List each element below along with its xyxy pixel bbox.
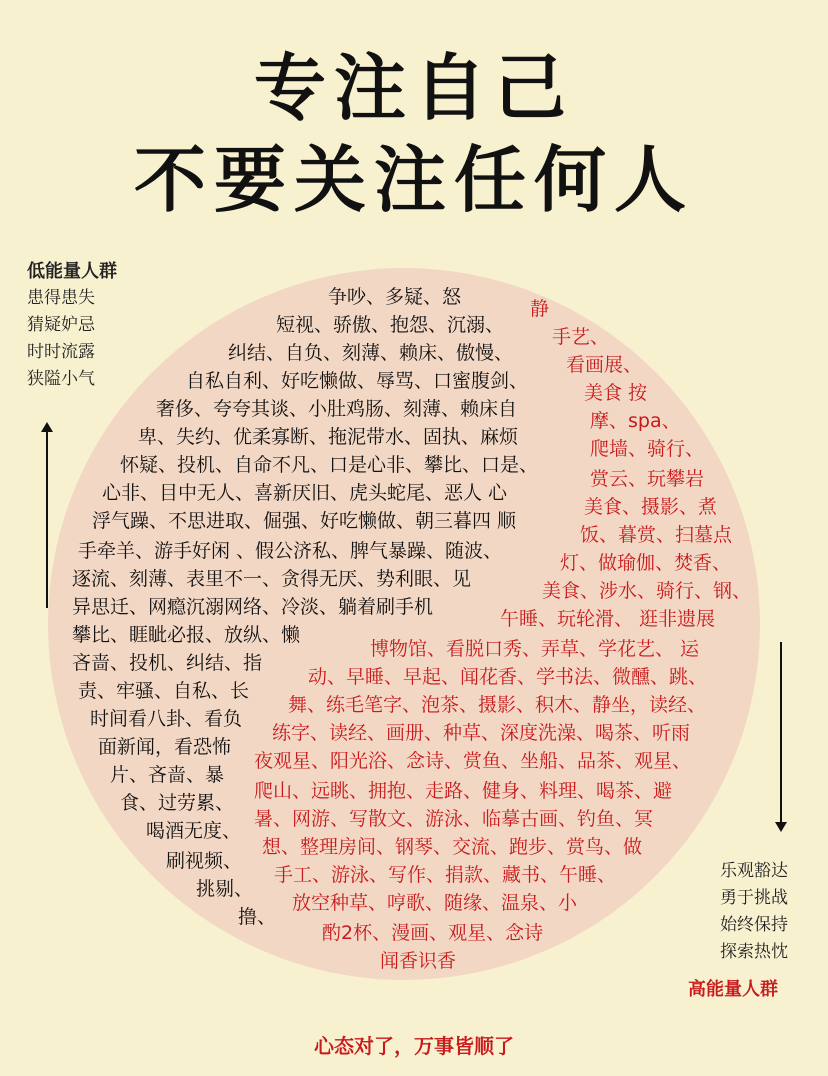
title-line-2: 不要关注任何人 (133, 138, 694, 222)
high-energy-line: 赏云、玩攀岩 (590, 468, 705, 490)
high-energy-line: 暑、网游、写散文、游泳、临摹古画、钓鱼、冥 (254, 808, 654, 830)
low-energy-line: 怀疑、投机、自命不凡、口是心非、攀比、口是、 (120, 454, 539, 476)
high-energy-line: 想、整理房间、钢琴、交流、跑步、赏鸟、做 (262, 836, 643, 858)
high-energy-line: 手工、游泳、写作、捐款、藏书、午睡、 (274, 864, 617, 886)
high-energy-line: 爬山、远眺、拥抱、走路、健身、料理、喝茶、避 (254, 780, 673, 802)
high-energy-line: 手艺、 (552, 326, 610, 348)
high-energy-heading: 高能量人群 (688, 979, 778, 1000)
high-energy-trait: 勇于挑战 (720, 888, 788, 908)
low-energy-line: 短视、骄傲、抱怨、沉溺、 (276, 314, 505, 336)
down-arrow-icon (780, 642, 782, 830)
low-energy-line: 责、牢骚、自私、长 (78, 680, 250, 702)
low-energy-line: 异思迁、网瘾沉溺网络、冷淡、躺着刷手机 (72, 596, 434, 618)
low-energy-line: 时间看八卦、看负 (90, 708, 243, 730)
low-energy-line: 面新闻，看恐怖 (98, 736, 232, 758)
high-energy-line: 闻香识香 (380, 950, 457, 972)
low-energy-line: 片、吝啬、暴 (110, 764, 225, 786)
high-energy-line: 午睡、玩轮滑、 逛非遗展 (500, 608, 716, 630)
high-energy-line: 放空种草、哼歌、随缘、温泉、小 (292, 892, 578, 914)
high-energy-line: 酌2杯、漫画、观星、念诗 (322, 922, 544, 944)
low-energy-legend (27, 258, 117, 393)
low-energy-line: 逐流、刻薄、表里不一、贪得无厌、势利眼、见 (72, 568, 472, 590)
low-energy-line: 吝啬、投机、纠结、指 (72, 652, 263, 674)
high-energy-line: 摩、spa、 (590, 410, 681, 432)
low-energy-line: 喝酒无度、 (146, 820, 242, 842)
high-energy-line: 静 (530, 298, 550, 320)
low-energy-line: 手牵羊、游手好闲 、假公济私、脾气暴躁、随波、 (78, 540, 503, 562)
low-energy-trait: 时时流露 (27, 342, 95, 362)
low-energy-line: 攀比、睚眦必报、放纵、懒 (72, 624, 301, 646)
high-energy-line: 饭、暮赏、扫墓点 (580, 524, 733, 546)
low-energy-line: 刷视频、 (166, 850, 243, 872)
low-energy-line: 卑、失约、优柔寡断、拖泥带水、固执、麻烦 (138, 426, 519, 448)
high-energy-trait: 探索热忱 (720, 942, 788, 962)
high-energy-line: 美食、涉水、骑行、钢、 (542, 580, 752, 602)
high-energy-line: 舞、练毛笔字、泡茶、摄影、积木、静坐，读经、 (288, 694, 707, 716)
high-energy-line: 夜观星、阳光浴、念诗、赏鱼、坐船、品茶、观星、 (254, 750, 692, 772)
low-energy-heading: 低能量人群 (27, 261, 117, 282)
high-energy-legend (720, 858, 788, 966)
low-energy-line: 自私自利、好吃懒做、辱骂、口蜜腹剑、 (186, 370, 529, 392)
high-energy-line: 灯、做瑜伽、焚香、 (560, 552, 732, 574)
low-energy-line: 心非、目中无人、喜新厌旧、虎头蛇尾、恶人 心 (102, 482, 508, 504)
high-energy-line: 看画展、 (566, 354, 643, 376)
low-energy-line: 挑剔、 (196, 878, 254, 900)
low-energy-line: 奢侈、夸夸其谈、小肚鸡肠、刻薄、赖床自 (156, 398, 518, 420)
low-energy-line: 争吵、多疑、怒 (328, 286, 462, 308)
low-energy-line: 食、过劳累、 (120, 792, 235, 814)
low-energy-trait: 患得患失 (27, 288, 95, 308)
low-energy-trait: 狭隘小气 (27, 369, 95, 389)
high-energy-heading-wrap (688, 976, 778, 1003)
high-energy-trait: 乐观豁达 (720, 861, 788, 881)
low-energy-trait: 猜疑妒忌 (27, 315, 95, 335)
high-energy-line: 美食 按 (584, 382, 648, 404)
high-energy-trait: 始终保持 (720, 915, 788, 935)
low-energy-line: 纠结、自负、刻薄、赖床、傲慢、 (228, 342, 514, 364)
low-energy-line: 浮气躁、不思进取、倔强、好吃懒做、朝三暮四 顺 (92, 510, 517, 532)
low-energy-line: 撸、 (238, 906, 277, 928)
high-energy-line: 爬墙、骑行、 (590, 438, 705, 460)
high-energy-line: 练字、读经、画册、种草、深度洗澡、喝茶、听雨 (272, 722, 691, 744)
title-line-1: 专注自己 (253, 46, 574, 130)
high-energy-line: 动、早睡、早起、闻花香、学书法、微醺、跳、 (308, 666, 708, 688)
up-arrow-icon (46, 424, 48, 608)
high-energy-line: 美食、摄影、煮 (584, 496, 718, 518)
footer-slogan: 心态对了，万事皆顺了 (314, 1034, 514, 1058)
high-energy-line: 博物馆、看脱口秀、弄草、学花艺、 运 (370, 638, 700, 660)
